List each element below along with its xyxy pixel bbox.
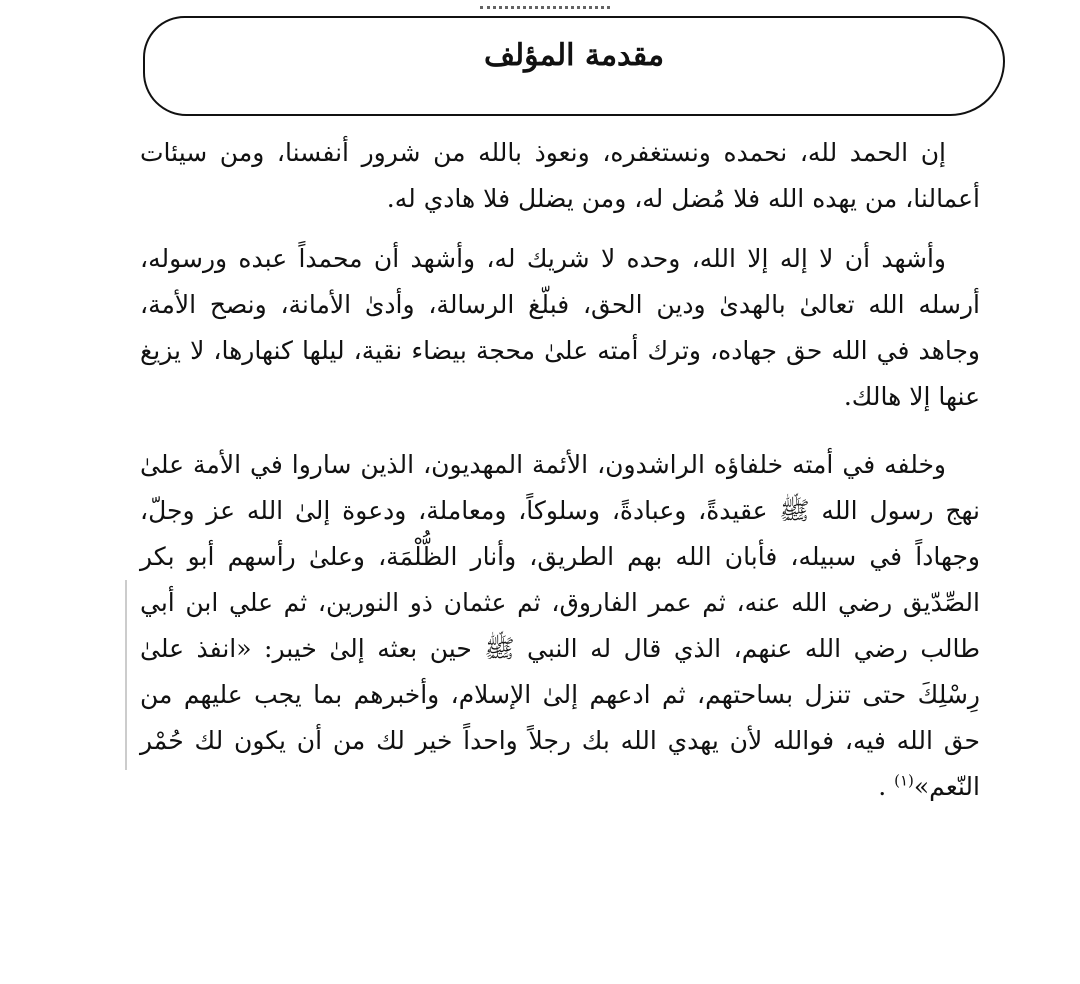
paragraph-1: إن الحمد لله، نحمده ونستغفره، ونعوذ بالله من شرور أنفسنا، ومن سيئات أعمالنا، من يهده الله فلا مُضل له، ومن يضلل فلا هادي له. xyxy=(140,138,980,213)
end-mark: . xyxy=(878,772,887,801)
paragraph-2: وأشهد أن لا إله إلا الله، وحده لا شريك له، وأشهد أن محمداً عبده ورسوله، أرسله الله تعالىٰ بالهدىٰ ودين الحق، فبلّغ الرسالة، وأدىٰ الأمانة، ونصح الأمة، وجاهد في الله حق جهاده، وترك أمته علىٰ محجة بيضاء نقية، ليلها كنهارها، لا يزيغ عنها إلا هالك. xyxy=(140,244,980,411)
title-frame xyxy=(143,16,1005,116)
previous-page-edge xyxy=(480,0,610,9)
paragraph-3 xyxy=(140,442,980,810)
page-title: مقدمة المؤلف xyxy=(483,37,665,73)
paragraph-3-text: وخلفه في أمته خلفاؤه الراشدون، الأئمة المهديون، الذين ساروا في الأمة علىٰ نهج رسول الله ﷺ عقيدةً، وعبادةً، وسلوكاً، ومعاملة، ودعوة إلىٰ الله عز وجلّ، وجهاداً في سبيله، فأبان الله بهم الطريق، وأنار الظُّلْمَة، وعلىٰ رأسهم أبو بكر الصِّدّيق رضي الله عنه، ثم عمر الفاروق، ثم عثمان ذو النورين، ثم علي ابن أبي طالب رضي الله عنهم، الذي قال له النبي ﷺ حين بعثه إلىٰ خيبر: «انفذ علىٰ رِسْلِكَ حتى تنزل بساحتهم، ثم ادعهم إلىٰ الإسلام، وأخبرهم بما يجب عليهم من حق الله فيه، فوالله لأن يهدي الله بك رجلاً واحداً خير لك من أن يكون لك حُمْر النّعم» xyxy=(140,450,980,801)
body-text xyxy=(140,130,980,810)
footnote-marker[interactable]: (١) xyxy=(894,771,914,790)
scan-margin-line xyxy=(125,580,127,770)
